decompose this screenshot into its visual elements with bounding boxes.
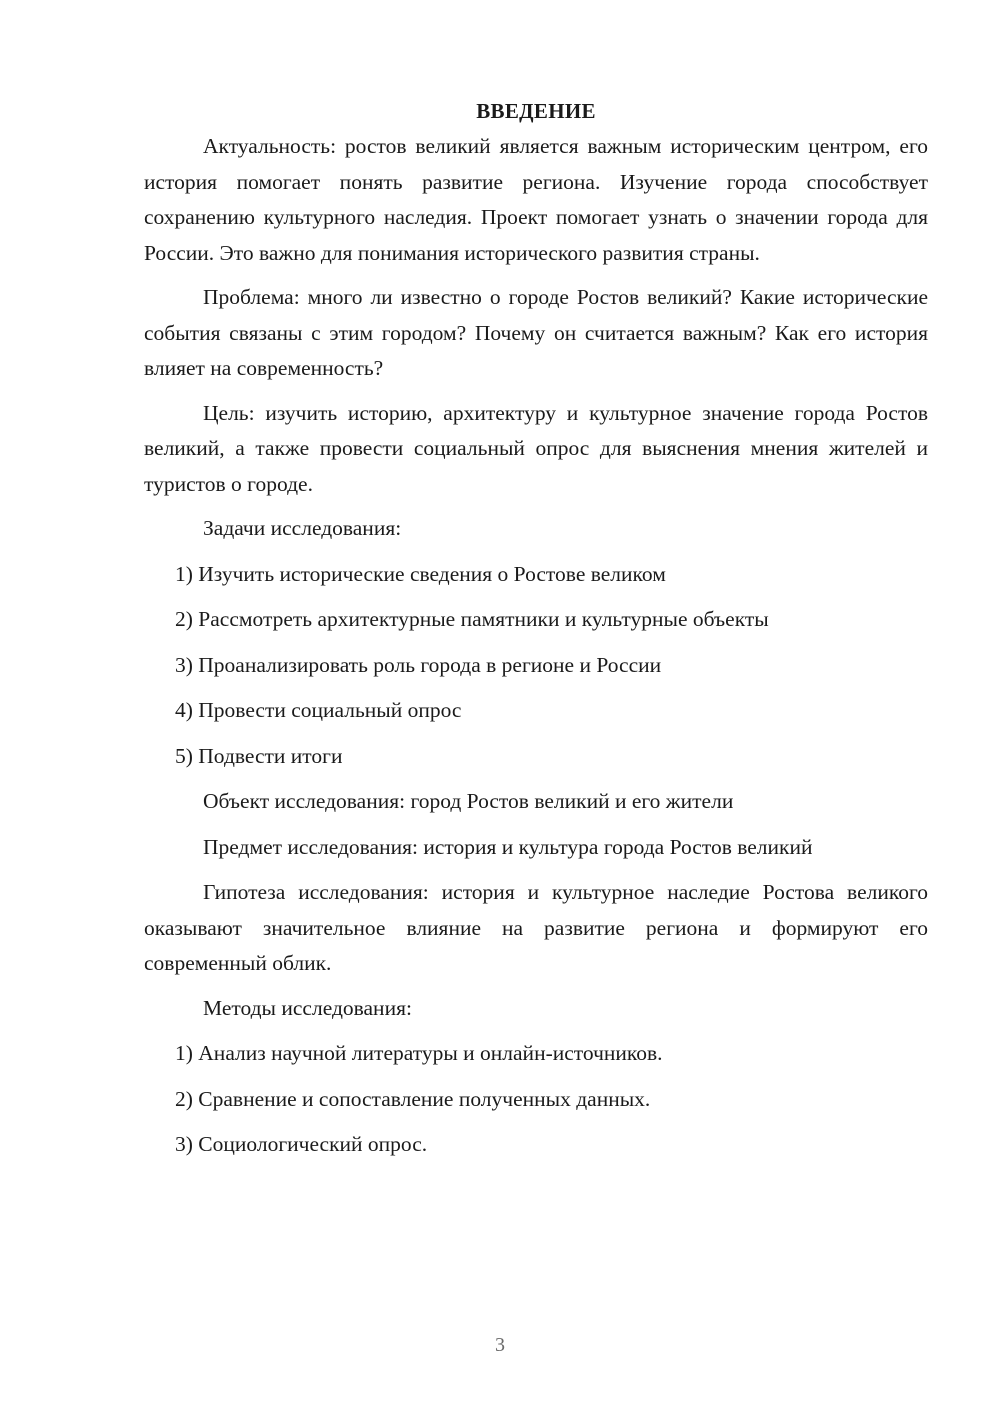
goal-paragraph: Цель: изучить историю, архитектуру и культурное значение города Ростов великий, а также провести социальный опрос для выяснения мнения жителей и туристов о городе. [144, 400, 928, 496]
tasks-list [144, 557, 928, 775]
list-item: 4) Провести социальный опрос [175, 698, 462, 722]
list-item: 5) Подвести итоги [175, 743, 343, 768]
research-subject: Предмет исследования: история и культура города Ростов великий [203, 834, 813, 859]
list-item: 1) Изучить исторические сведения о Ростове великом [175, 561, 666, 586]
research-object: Объект исследования: город Ростов великий и его жители [203, 789, 734, 813]
list-item: 1) Анализ научной литературы и онлайн-источников. [175, 1041, 663, 1065]
list-item: 2) Сравнение и сопоставление полученных данных. [175, 1086, 651, 1111]
section-title: ВВЕДЕНИЕ [476, 99, 596, 123]
list-item: 3) Социологический опрос. [175, 1132, 428, 1156]
tasks-heading: Задачи исследования: [203, 516, 402, 540]
document-page [144, 94, 928, 1173]
problem-paragraph: Проблема: много ли известно о городе Ростов великий? Какие исторические события связаны с этим городом? Почему он считается важным? Как его история влияет на современность? [144, 285, 928, 380]
methods-list [144, 1036, 928, 1163]
relevance-paragraph: Актуальность: ростов великий является важным историческим центром, его история помогает понять развитие региона. Изучение города способствует сохранению культурного наследия. Проект помогает узнать о значении города для России. Это важно для понимания исторического развития страны. [144, 134, 928, 265]
page-number: 3 [495, 1334, 505, 1356]
methods-heading: Методы исследования: [203, 995, 412, 1020]
list-item: 2) Рассмотреть архитектурные памятники и культурные объекты [175, 607, 769, 631]
list-item: 3) Проанализировать роль города в регионе и России [175, 652, 662, 677]
hypothesis-paragraph: Гипотеза исследования: история и культурное наследие Ростова великого оказывают значительное влияние на развитие региона и формируют его современный облик. [144, 880, 928, 975]
